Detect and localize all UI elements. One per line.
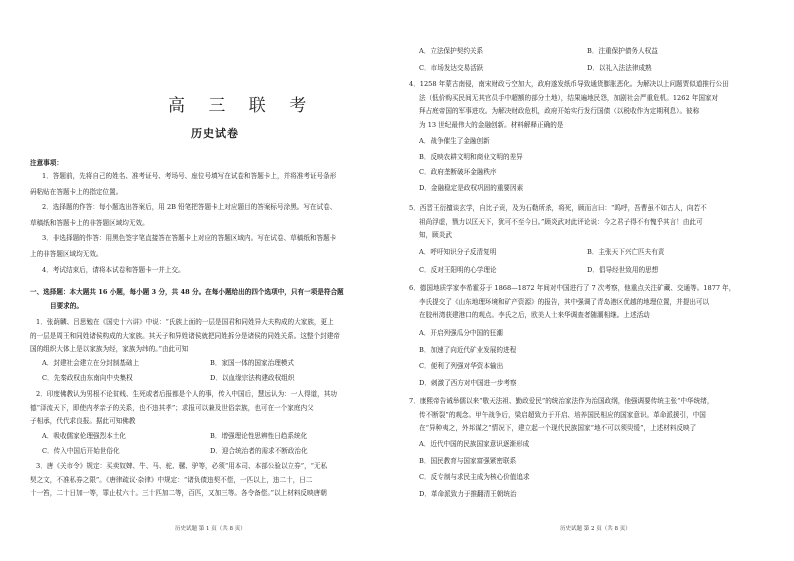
question-5-options xyxy=(419,246,779,280)
option-b[interactable]: B．家国一体的国家治理模式 xyxy=(210,359,294,367)
question-stem-line: 祖尚浮虚，戮力以匡天下，犹可不至今日。”顾炎武对此评论说：今之君子得不有愧乎其言！由此可 xyxy=(419,217,703,226)
option-a[interactable]: A．封建社会建立在分封制基础上 xyxy=(42,359,140,367)
question-7-options xyxy=(419,438,530,501)
question-stem-line: 6．德国地质学家李希霍芬于 1868—1872 年间对中国进行了 7 次考察，他重点关注矿藏、交通等。1877 年， xyxy=(409,284,736,292)
option-d[interactable]: D．迎合统治者的需求不断政治化 xyxy=(210,447,308,455)
exam-subtitle: 历史试卷 xyxy=(191,127,239,140)
notice-line: 3．非选择题的作答：用黑色签字笔直接答在答题卡上对应的答题区域内。写在试卷、草稿纸和答题卡 xyxy=(42,234,337,243)
question-stem-line: 契之文，不准私券之限”。《唐律疏议·杂律》中规定：“诸负债违契不偿，一匹以上，违二十，日二 xyxy=(30,475,313,484)
option-d[interactable]: D．金融稳定是政权巩固的重要因素 xyxy=(419,183,524,192)
question-stem-line: 法（低价购买民间无其官员手中超额的部分土地），结果遍地民怨，加剧社会严重危机。1262 年国家对 xyxy=(419,93,719,102)
notice-line: 上的非答题区域均无效。 xyxy=(30,249,103,258)
option-d[interactable]: D．革命派致力于推翻清王朝统治 xyxy=(419,489,517,498)
question-stem-line: 3．唐《关市令》规定：买卖奴婢、牛、马、驼、骡、驴等，必须“用本司、本部公验以立券”，“无私 xyxy=(36,462,328,470)
option-d[interactable]: D．以血缘宗法构建政权组织 xyxy=(210,374,295,382)
question-stem-line: 7．康熙帝告诫举儒以来“敬天法祖、勤政爱民”的统治家法作为治国政纲，他强调要传统主张“中华统绪， xyxy=(409,397,714,405)
question-6 xyxy=(409,282,735,323)
question-2 xyxy=(30,388,337,429)
option-c[interactable]: C．反对王阳明的心学理论 xyxy=(419,266,497,274)
question-stem-line: 拜占庭帝国的军事进攻。为解决财政危机，政府开始实行发行国债（以税收作为定期利息）。彼称 xyxy=(419,107,700,116)
option-b[interactable]: B．加速了向近代矿业发展的进程 xyxy=(419,345,517,354)
notice-line: 码粘贴在答题卡上的指定位置。 xyxy=(30,187,123,196)
exam-title: 高 三 联 考 xyxy=(168,96,316,116)
notice-line: 1．答题前，先将自己的姓名、准考证号、考场号、座位号填写在试卷和答题卡上，并将准考证号条形 xyxy=(42,172,337,180)
option-a[interactable]: A．呼吁知识分子反清复明 xyxy=(419,248,497,256)
option-a[interactable]: A．吸收儒家伦理强烈本土化 xyxy=(42,432,126,440)
option-c[interactable]: C．传入中国后开始世俗化 xyxy=(42,447,120,455)
question-1 xyxy=(30,316,340,357)
option-c[interactable]: C．政府垄断破坏金融秩序 xyxy=(419,168,497,177)
question-stem-line: 知，顾炎武 xyxy=(419,231,452,240)
option-d[interactable]: D．刺激了西方对中国进一步考察 xyxy=(419,378,517,387)
option-b[interactable]: B．国民教育与国家富强紧密联系 xyxy=(419,456,517,465)
question-stem-line: 的一层是周王和同姓诸侯构成的大家族。其天子和异姓诸侯就把同姓拆分是诸侯的同姓关系。这整个封建帝 xyxy=(30,331,340,340)
page-footer: 历史试题 第 1 页（共 8 页） xyxy=(175,526,246,532)
option-b[interactable]: B．反映农耕文明和商业文明的差异 xyxy=(419,152,523,161)
option-d[interactable]: D．倡导经世致用的思想 xyxy=(587,266,659,274)
question-6-options xyxy=(419,327,517,390)
question-stem-line: 4．1258 年蒙古南侵，南宋财政亏空加大，政府遂发纸币导致通货膨胀恶化。为解决以上问题贾似道推行公田 xyxy=(409,80,729,88)
question-stem-line: 2．印度佛教认为男根不论贫贱、生死或者后报都是个人的事，传入中国后，慧远认为：一人得道，其功 xyxy=(36,390,337,398)
option-c[interactable]: C．便利了列强对华资本输出 xyxy=(419,362,504,371)
question-3 xyxy=(30,460,327,501)
question-3-options xyxy=(419,45,779,75)
question-stem-line: 在胶州湾获建港口的观点。李氏之后，欧美人士来华调查者随潮相继。上述活动 xyxy=(419,311,650,320)
question-2-options xyxy=(42,430,382,460)
option-a[interactable]: A．开启列强瓜分中国的狂潮 xyxy=(419,329,503,337)
option-b[interactable]: B．注重保护债务人权益 xyxy=(587,47,658,55)
notice-list xyxy=(30,170,390,277)
option-a[interactable]: A．近代中国的民族国家意识逐渐形成 xyxy=(419,440,530,448)
option-a[interactable]: A．立法保护契约关系 xyxy=(419,47,484,55)
notice-line: 2．选择题的作答：每小题选出答案后，用 2B 铅笔把答题卡上对应题目的答案标号涂黑。写在试卷、 xyxy=(42,203,337,212)
question-stem-line: 李氏提交了《山东地理环境和矿产资源》的报告，其中强调了青岛港区优越的地理位置，并提出可以 xyxy=(419,297,710,306)
question-stem-line: 十一笞，二十日加一等，罪止杖六十。三十匹加二等，百匹，又加三等。各令备偿。”以上材料反映唐朝 xyxy=(30,489,327,498)
question-stem-line: 5．西晋王衍擅谈玄学，自比子贡，及为石勒所杀，将死，顾而言曰：“呜呼，吾曹虽不如古人，向若不 xyxy=(409,204,707,212)
page-footer: 历史试题 第 2 页（共 8 页） xyxy=(560,526,631,532)
notice-line: 草稿纸和答题卡上的非答题区域均无效。 xyxy=(30,218,149,227)
option-b[interactable]: B．增强理论性思辨性日趋系统化 xyxy=(210,432,308,440)
option-b[interactable]: B．主张天下兴亡匹夫有责 xyxy=(587,248,665,256)
question-stem-line: 传不断裂”的观念。甲午战争后，梁启超致力于开启、培养国民相应的国家意识。革命派援引，中国 xyxy=(419,410,706,419)
question-1-options xyxy=(42,357,382,387)
option-c[interactable]: C．先秦政权由东南向中央集权 xyxy=(42,374,133,382)
section-heading-line: 目要求的。 xyxy=(50,301,83,310)
section-heading-line: 一、选择题：本大题共 16 小题，每小题 3 分，共 48 分。在每小题给出的四个选项中，只有一项是符合题 xyxy=(30,288,344,296)
question-stem-line: 在“异种夷之，外邦谋之”情况下，建立起一个现代民族国家“地不可以须臾缓”，上述材料反映了 xyxy=(419,424,697,433)
option-c[interactable]: C．反专制与求民主成为核心价值追求 xyxy=(419,473,530,482)
section-heading xyxy=(30,286,344,313)
option-a[interactable]: A．战争催生了金融创新 xyxy=(419,137,490,145)
notice-heading: 注意事项： xyxy=(30,159,63,167)
option-d[interactable]: D．以礼入法法律成熟 xyxy=(587,64,652,72)
question-4 xyxy=(409,78,729,132)
question-stem-line: 子相承，代代求良报。据此可知佛教 xyxy=(30,417,136,426)
question-stem-line: 1．张荫麟、吕思勉在《国史十六讲》中说：“氏族上面的一层是国君和同姓异大夫构成的大家族，更上 xyxy=(36,318,334,326)
question-5 xyxy=(409,202,707,243)
page-2 xyxy=(397,0,794,561)
question-stem-line: 德“泽流天下，即使内孝亲子的关系，也不违其孝”；求报可以兼及世俗亲族，也可在一个家庭内父 xyxy=(30,403,314,412)
notice-line: 4．考试结束后，请将本试卷和答题卡一并上交。 xyxy=(42,265,185,274)
option-c[interactable]: C．市场发达交易活跃 xyxy=(419,64,484,72)
question-stem-line: 国的组织大体上是以家族为经，家族为纬的。”由此可知 xyxy=(30,345,189,354)
question-stem-line: 为 13 世纪最伟大的金融创新。材料解释正确的是 xyxy=(419,120,564,129)
question-4-options xyxy=(419,135,523,195)
question-7 xyxy=(409,395,713,436)
